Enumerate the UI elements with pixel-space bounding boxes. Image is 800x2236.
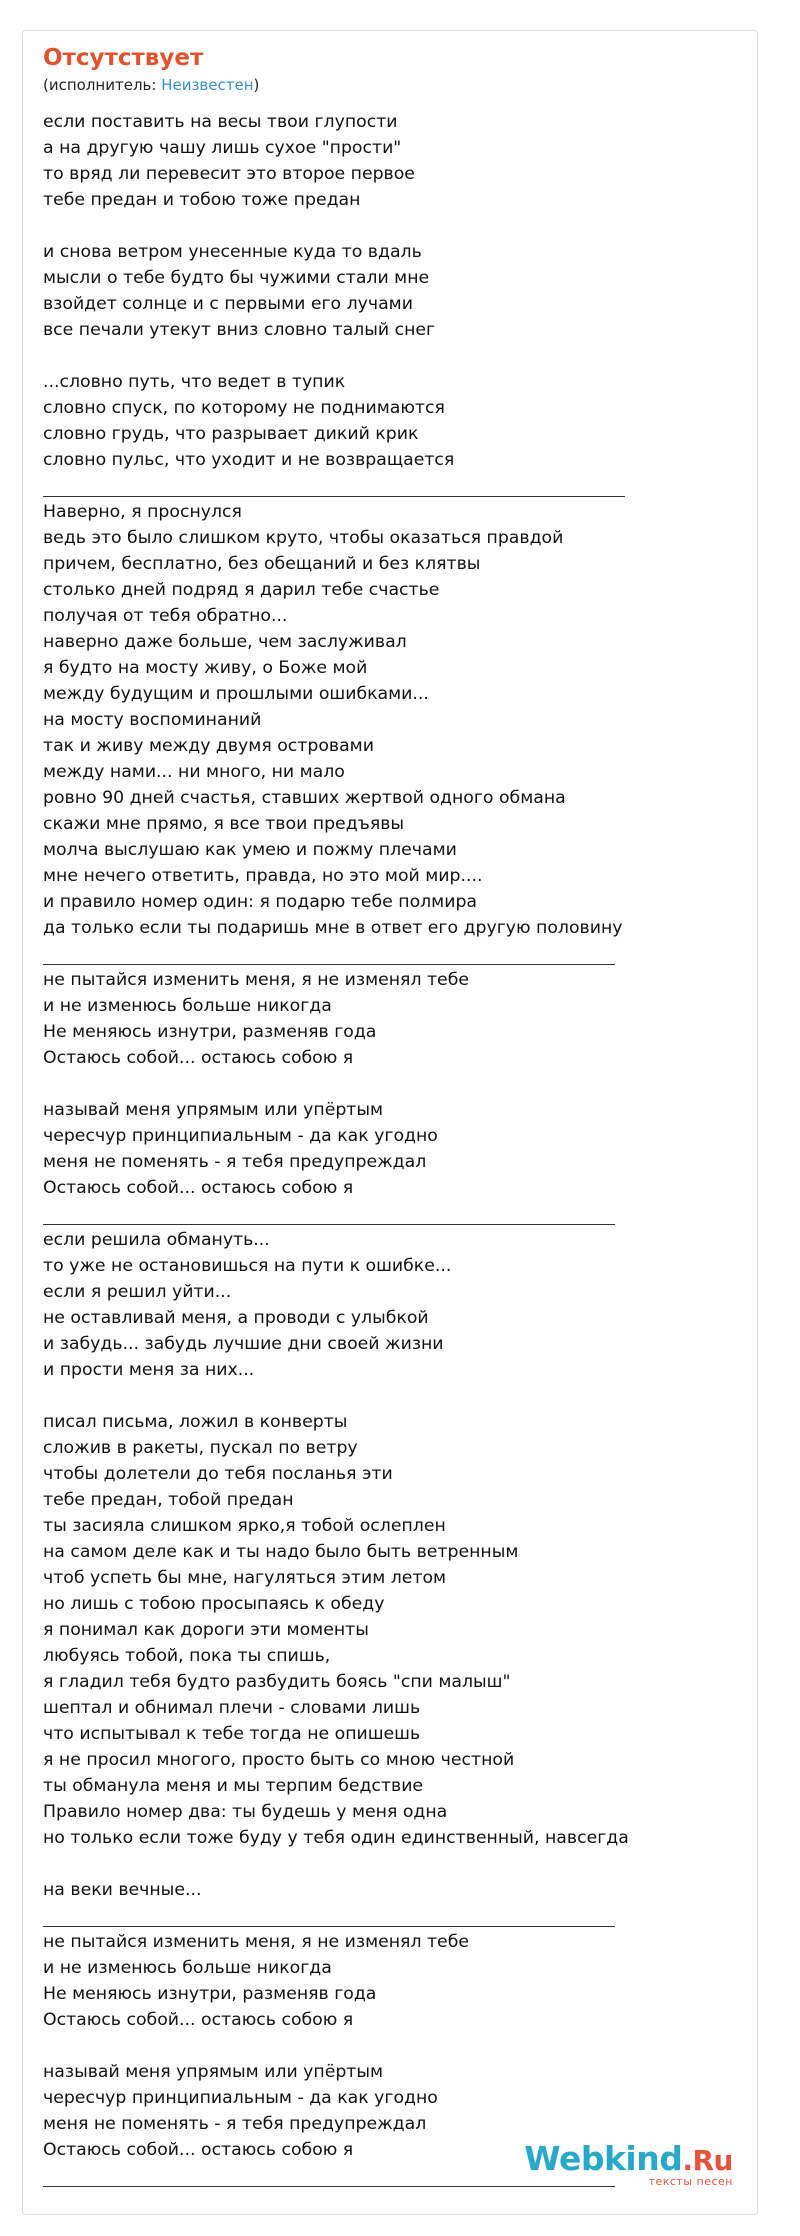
blank-line: [43, 1851, 737, 1877]
lyric-line: Остаюсь собой... остаюсь собою я: [43, 1178, 354, 1198]
lyric-line: не пытайся изменить меня, я не изменял тебе: [43, 970, 469, 990]
lyric-line: так и живу между двумя островами: [43, 736, 374, 756]
lyric-line: я понимал как дороги эти моменты: [43, 1620, 369, 1640]
lyric-line: между нами... ни много, ни мало: [43, 762, 345, 782]
lyric-line: ведь это было слишком круто, чтобы оказаться правдой: [43, 528, 564, 548]
lyric-line: ты засияла слишком ярко,я тобой ослеплен: [43, 1516, 446, 1536]
lyric-line: чтоб успеть бы мне, нагуляться этим летом: [43, 1568, 447, 1588]
lyric-line: если я решил уйти...: [43, 1282, 232, 1302]
lyric-line: меня не поменять - я тебя предупреждал: [43, 1152, 427, 1172]
lyric-line: если решила обмануть...: [43, 1230, 270, 1250]
lyric-line: и не изменюсь больше никогда: [43, 996, 332, 1016]
blank-line: [43, 1383, 737, 1409]
song-title: Отсутствует: [43, 45, 204, 71]
lyric-line: и прости меня за них...: [43, 1360, 255, 1380]
lyric-line: на веки вечные...: [43, 1880, 202, 1900]
section-divider: [43, 1201, 737, 1227]
lyric-line: писал письма, ложил в конверты: [43, 1412, 348, 1432]
lyric-line: Остаюсь собой... остаюсь собою я: [43, 2010, 354, 2030]
lyric-line: Остаюсь собой... остаюсь собою я: [43, 1048, 354, 1068]
lyric-line: да только если ты подаришь мне в ответ его другую половину: [43, 918, 623, 938]
lyric-line: мысли о тебе будто бы чужими стали мне: [43, 268, 430, 288]
logo-wordmark: [524, 2139, 733, 2178]
blank-line: [43, 343, 737, 369]
lyric-line: тебе предан и тобою тоже предан: [43, 190, 361, 210]
lyric-line: на самом деле как и ты надо было быть ветренным: [43, 1542, 519, 1562]
lyric-line: любуясь тобой, пока ты спишь,: [43, 1646, 331, 1666]
blank-line: [43, 2033, 737, 2059]
lyric-line: ...словно путь, что ведет в тупик: [43, 372, 346, 392]
site-logo[interactable]: [524, 2139, 733, 2188]
lyric-line: чересчур принципиальным - да как угодно: [43, 1126, 438, 1146]
lyric-line: называй меня упрямым или упёртым: [43, 1100, 384, 1120]
lyric-line: но только если тоже буду у тебя один единственный, навсегда: [43, 1828, 629, 1848]
lyric-line: чересчур принципиальным - да как угодно: [43, 2088, 438, 2108]
lyric-line: Не меняюсь изнутри, разменяв года: [43, 1984, 377, 2004]
lyric-line: чтобы долетели до тебя посланья эти: [43, 1464, 393, 1484]
lyric-line: я не просил многого, просто быть со мною честной: [43, 1750, 515, 1770]
lyric-line: ты обманула меня и мы терпим бедствие: [43, 1776, 424, 1796]
artist-suffix: ): [253, 76, 260, 94]
lyric-line: Правило номер два: ты будешь у меня одна: [43, 1802, 448, 1822]
lyric-line: не пытайся изменить меня, я не изменял тебе: [43, 1932, 469, 1952]
section-divider: [43, 1903, 737, 1929]
lyric-line: словно пульс, что уходит и не возвращается: [43, 450, 455, 470]
blank-line: [43, 1071, 737, 1097]
artist-link[interactable]: Неизвестен: [161, 76, 254, 94]
lyric-line: взойдет солнце и с первыми его лучами: [43, 294, 413, 314]
lyric-line: молча выслушаю как умею и пожму плечами: [43, 840, 457, 860]
lyric-line: и забудь... забудь лучшие дни своей жизни: [43, 1334, 444, 1354]
lyric-line: я гладил тебя будто разбудить боясь "спи малыш": [43, 1672, 511, 1692]
lyric-line: на мосту воспоминаний: [43, 710, 262, 730]
lyric-line: все печали утекут вниз словно талый снег: [43, 320, 436, 340]
lyric-line: словно спуск, по которому не поднимаются: [43, 398, 445, 418]
lyric-line: получая от тебя обратно...: [43, 606, 288, 626]
blank-line: [43, 213, 737, 239]
lyric-line: если поставить на весы твои глупости: [43, 112, 398, 132]
lyric-line: между будущим и прошлыми ошибками...: [43, 684, 429, 704]
lyric-line: наверно даже больше, чем заслуживал: [43, 632, 407, 652]
section-divider: [43, 941, 737, 967]
logo-tld: .Ru: [682, 2144, 733, 2177]
artist-prefix: (исполнитель:: [43, 76, 162, 94]
logo-tagline: тексты песен: [648, 2175, 733, 2188]
lyric-line: Наверно, я проснулся: [43, 502, 242, 522]
lyric-line: меня не поменять - я тебя предупреждал: [43, 2114, 427, 2134]
lyric-line: тебе предан, тобой предан: [43, 1490, 294, 1510]
lyric-line: и не изменюсь больше никогда: [43, 1958, 332, 1978]
lyric-line: столько дней подряд я дарил тебе счастье: [43, 580, 440, 600]
lyric-line: словно грудь, что разрывает дикий крик: [43, 424, 419, 444]
lyric-line: я будто на мосту живу, о Боже мой: [43, 658, 368, 678]
logo-name: Webkind: [524, 2139, 683, 2178]
lyric-line: не оставливай меня, а проводи с улыбкой: [43, 1308, 429, 1328]
lyric-line: Остаюсь собой... остаюсь собою я: [43, 2140, 354, 2160]
lyrics-text: [43, 109, 737, 2189]
lyric-line: шептал и обнимал плечи - словами лишь: [43, 1698, 421, 1718]
lyric-line: ровно 90 дней счастья, ставших жертвой одного обмана: [43, 788, 566, 808]
lyric-line: сложив в ракеты, пускал по ветру: [43, 1438, 358, 1458]
lyric-line: то уже не остановишься на пути к ошибке...: [43, 1256, 452, 1276]
song-meta: [43, 75, 737, 95]
lyric-line: но лишь с тобою просыпаясь к обеду: [43, 1594, 385, 1614]
lyric-line: называй меня упрямым или упёртым: [43, 2062, 384, 2082]
lyric-line: и снова ветром унесенные куда то вдаль: [43, 242, 422, 262]
lyric-line: а на другую чашу лишь сухое "прости": [43, 138, 402, 158]
lyric-line: скажи мне прямо, я все твои предъявы: [43, 814, 405, 834]
lyric-line: то вряд ли перевесит это второе первое: [43, 164, 415, 184]
section-divider: [43, 473, 737, 499]
lyric-line: причем, бесплатно, без обещаний и без клятвы: [43, 554, 481, 574]
lyric-line: мне нечего ответить, правда, но это мой мир....: [43, 866, 483, 886]
lyric-line: Не меняюсь изнутри, разменяв года: [43, 1022, 377, 1042]
lyric-line: что испытывал к тебе тогда не опишешь: [43, 1724, 421, 1744]
lyric-line: и правило номер один: я подарю тебе полмира: [43, 892, 478, 912]
lyrics-card: [22, 30, 758, 2215]
